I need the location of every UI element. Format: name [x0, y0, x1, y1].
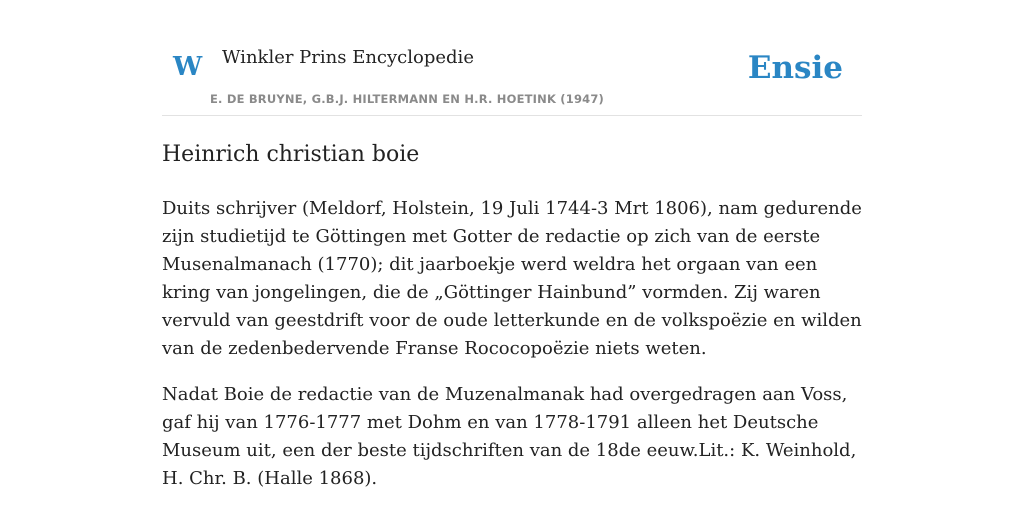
encyclopedia-title[interactable]: Winkler Prins Encyclopedie [222, 47, 474, 68]
encyclopedia-authors: E. DE BRUYNE, G.B.J. HILTERMANN EN H.R. HOETINK (1947) [210, 92, 605, 106]
encyclopedia-logo-icon[interactable]: W [173, 52, 203, 82]
article [162, 140, 862, 511]
article-paragraph: Duits schrijver (Meldorf, Holstein, 19 Juli 1744-3 Mrt 1806), nam gedurende zijn studietijd te Göttingen met Gotter de redactie op zich van de eerste Musenalmanach (1770); dit jaarboekje werd weldra het orgaan van een kring van jongelingen, die de „Göttinger Hainbund” vormden. Zij waren vervuld van geestdrift voor de oude letterkunde en de volkspoëzie en wilden van de zedenbedervende Franse Rococopoëzie niets weten. [162, 197, 862, 359]
encyclopedia-header [162, 40, 862, 116]
article-title: Heinrich christian boie [162, 142, 420, 167]
article-paragraph: Nadat Boie de redactie van de Muzenalmanak had overgedragen aan Voss, gaf hij van 1776-1777 met Dohm en van 1778-1791 alleen het Deutsche Museum uit, een der beste tijdschriften van de 18de eeuw.Lit.: K. Weinhold, H. Chr. B. (Halle 1868). [162, 383, 857, 489]
ensie-logo[interactable]: Ensie [747, 50, 843, 86]
